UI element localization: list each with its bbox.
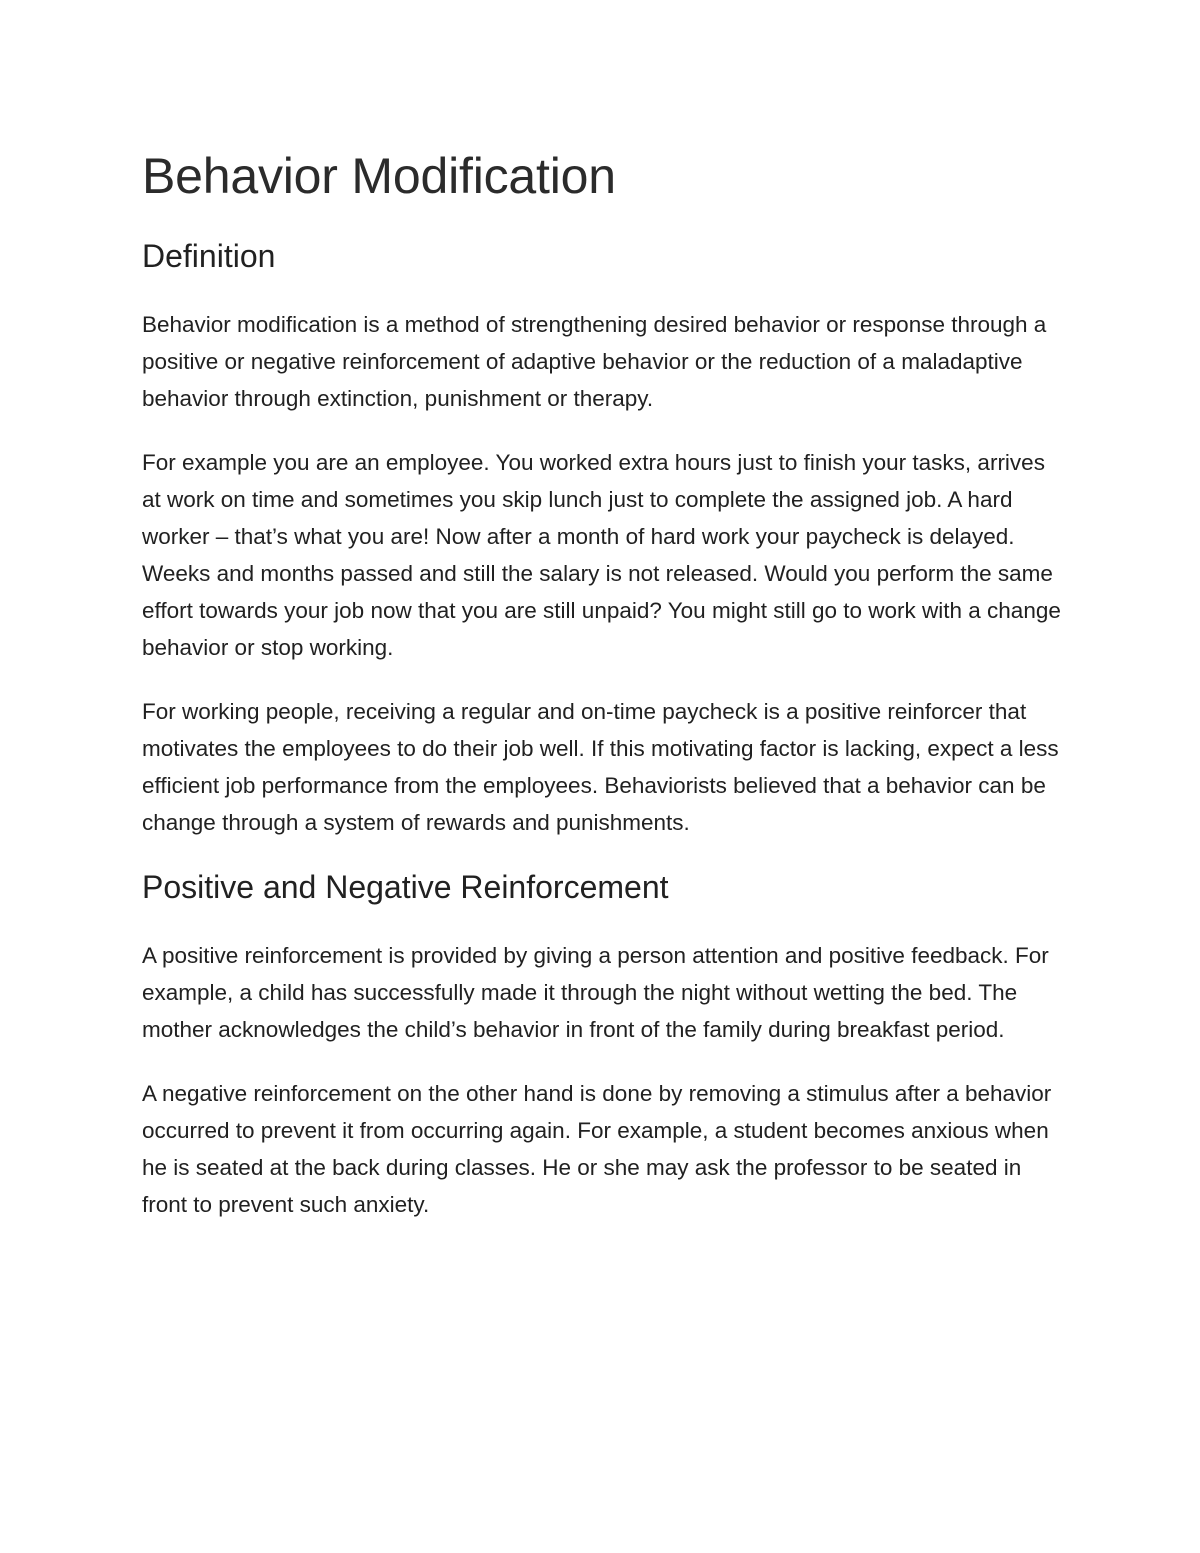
definition-paragraph-3: For working people, receiving a regular and on-time paycheck is a positive reinforcer that motivates the employees to do their job well. If this motivating factor is lacking, expect a less efficient job performance from the employees. Behaviorists believed that a behavior can be change through a system of rewards and punishments. [142,699,1059,835]
reinforcement-paragraph-2: A negative reinforcement on the other hand is done by removing a stimulus after a behavior occurred to prevent it from occurring again. For example, a student becomes anxious when he is seated at the back during classes. He or she may ask the professor to be seated in front to prevent such anxiety. [142,1081,1052,1217]
page-title: Behavior Modification [142,148,616,204]
definition-paragraph-1: Behavior modification is a method of strengthening desired behavior or response through a positive or negative reinforcement of adaptive behavior or the reduction of a maladaptive behavior through extinction, punishment or therapy. [142,312,1047,411]
reinforcement-paragraph-1: A positive reinforcement is provided by giving a person attention and positive feedback. For example, a child has successfully made it through the night without wetting the bed. The mother acknowledges the child’s behavior in front of the family during breakfast period. [142,943,1049,1042]
document-body [142,138,1062,1223]
section-heading-reinforcement: Positive and Negative Reinforcement [142,869,669,905]
section-heading-definition: Definition [142,238,276,274]
definition-paragraph-2: For example you are an employee. You worked extra hours just to finish your tasks, arrives at work on time and sometimes you skip lunch just to complete the assigned job. A hard worker – that’s what you are! Now after a month of hard work your paycheck is delayed. Weeks and months passed and still the salary is not released. Would you perform the same effort towards your job now that you are still unpaid? You might still go to work with a change behavior or stop working. [142,450,1061,660]
